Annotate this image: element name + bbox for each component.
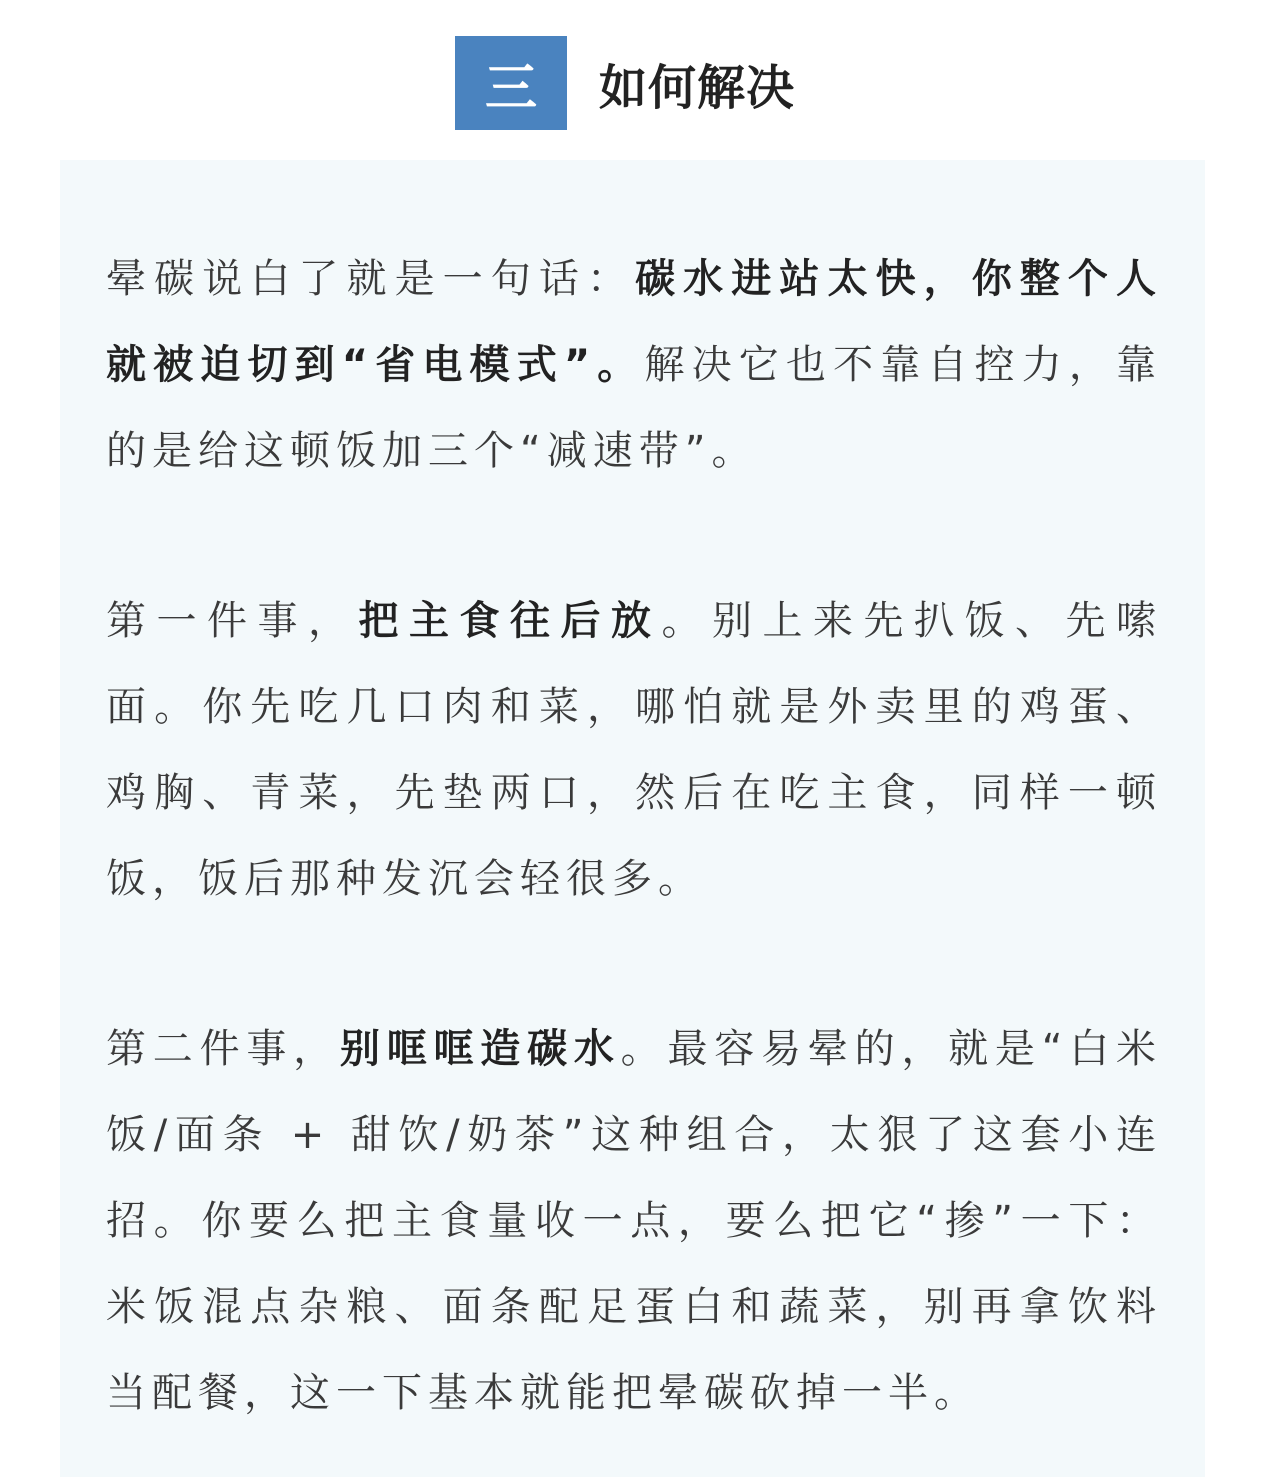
section-title: 如何解决	[599, 59, 796, 116]
section-number-badge: 三	[455, 36, 567, 130]
paragraph-3-emphasis: 别哐哐造碳水	[339, 1026, 621, 1072]
paragraph-3	[106, 1006, 1162, 1436]
paragraph-1-emphasis: 碳水进站太快，你整个人就被迫切到“省电模式”。	[106, 256, 1163, 388]
paragraph-2-emphasis: 把主食往后放	[358, 598, 662, 644]
paragraph-3-text-end: 。最容易晕的，就是“白米饭/面条 + 甜饮/奶茶”这种组合，太狠了这套小连招。你要么把主食量收一点，要么把它“掺”一下：米饭混点杂粮、面条配足蛋白和蔬菜，别再拿饮料当配餐，这一下基本就能把晕碳砍掉一半。	[106, 1026, 1163, 1416]
paragraph-3-text: 第二件事，	[106, 1026, 340, 1072]
section-header	[455, 36, 795, 130]
paragraph-1	[106, 236, 1162, 494]
paragraph-1-text-end: 解决它也不靠自控力，靠的是给这顿饭加三个“减速带”。	[106, 342, 1163, 474]
paragraph-2-text-end: 。别上来先扒饭、先嗦面。你先吃几口肉和菜，哪怕就是外卖里的鸡蛋、鸡胸、青菜，先垫两口，然后在吃主食，同样一顿饭，饭后那种发沉会轻很多。	[106, 598, 1162, 902]
paragraph-2	[106, 578, 1162, 922]
paragraph-1-text: 晕碳说白了就是一句话：	[106, 256, 636, 302]
content-card	[60, 160, 1205, 1477]
paragraph-2-text: 第一件事，	[106, 598, 359, 644]
